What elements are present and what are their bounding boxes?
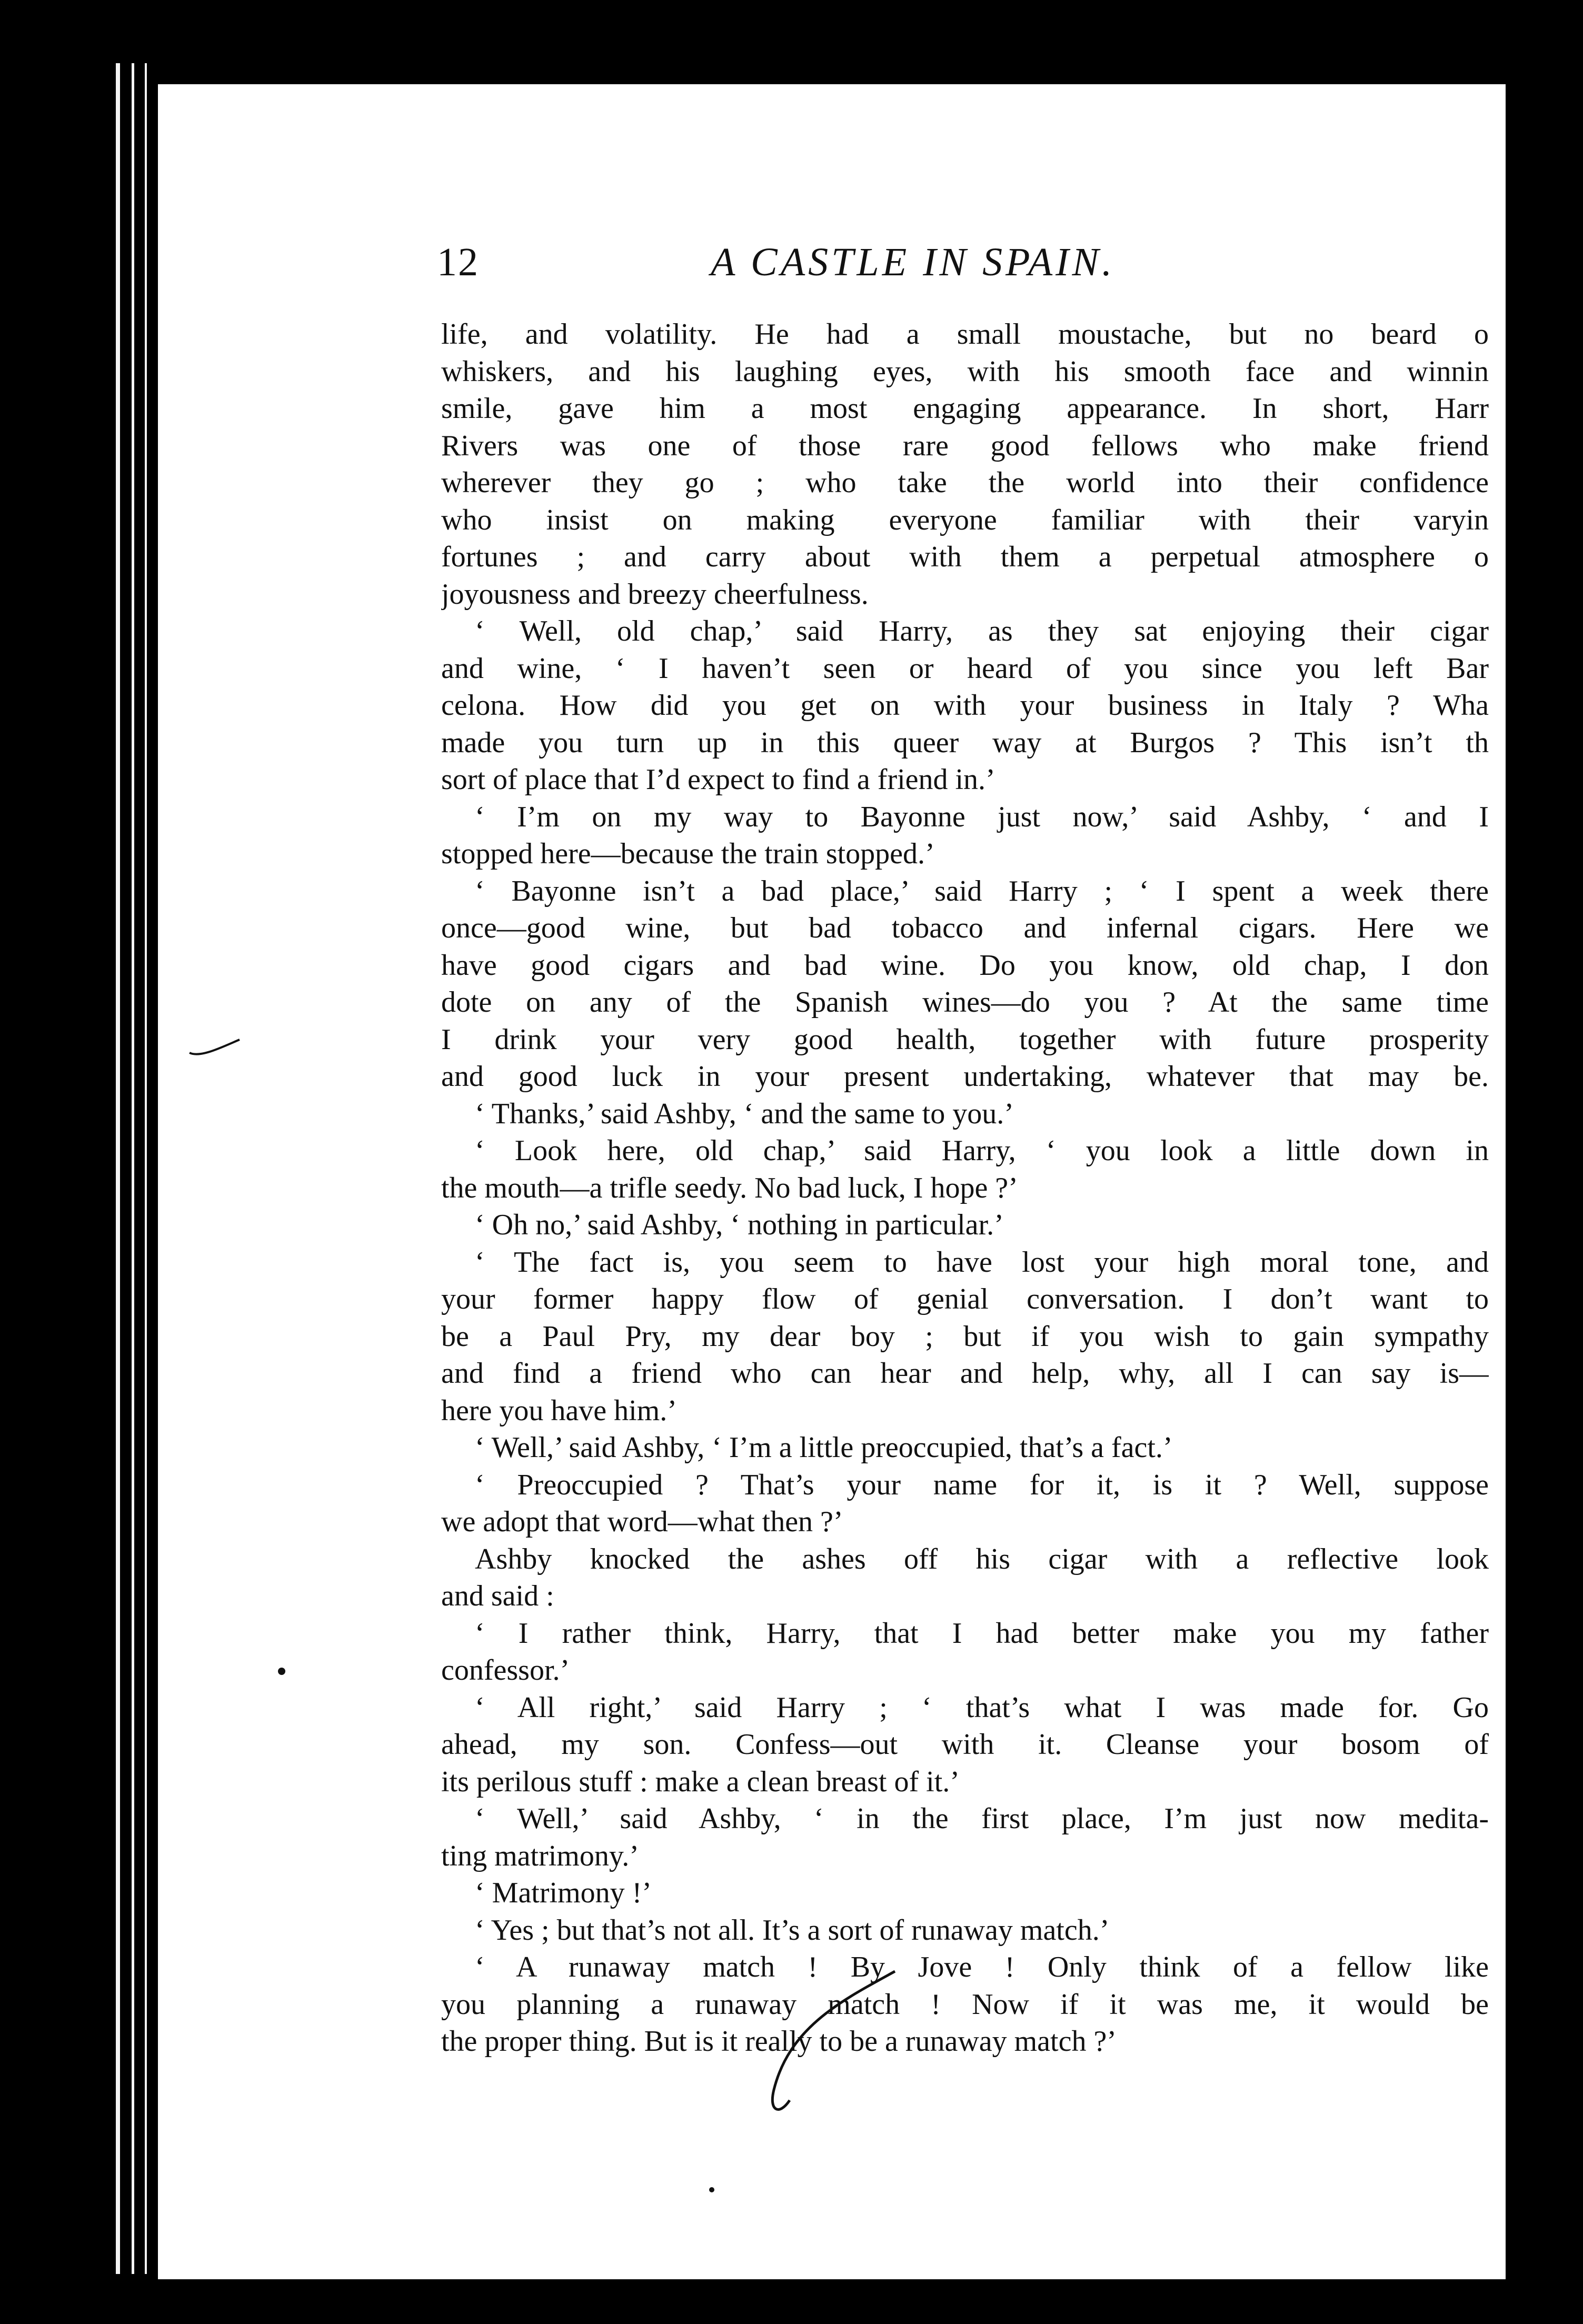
text-line: ting matrimony.’ <box>441 1839 639 1872</box>
text-line: dote on any of the Spanish wines—do you ? At the same time <box>441 986 1489 1019</box>
text-line: whiskers, and his laughing eyes, with his smooth face and winnin <box>441 355 1489 388</box>
text-line: ‘ I’m on my way to Bayonne just now,’ said Ashby, ‘ and I <box>475 800 1489 833</box>
text-line: joyousness and breezy cheerfulness. <box>441 577 869 611</box>
text-line: ‘ Look here, old chap,’ said Harry, ‘ you look a little down in <box>475 1134 1489 1167</box>
text-line: ‘ The fact is, you seem to have lost your high moral tone, and <box>475 1245 1489 1279</box>
text-line: and find a friend who can hear and help, why, all I can say is— <box>441 1357 1489 1390</box>
text-line: stopped here—because the train stopped.’ <box>441 837 935 870</box>
text-line: ahead, my son. Confess—out with it. Cleanse your bosom of <box>441 1728 1489 1761</box>
text-line: the proper thing. But is it really to be a runaway match ?’ <box>441 2025 1117 2058</box>
text-line: and wine, ‘ I haven’t seen or heard of you since you left Bar <box>441 652 1489 685</box>
text-line: here you have him.’ <box>441 1394 677 1427</box>
text-line: wherever they go ; who take the world into their confidence <box>441 466 1489 499</box>
text-line: smile, gave him a most engaging appearance. In short, Harr <box>441 392 1489 425</box>
text-line: ‘ Bayonne isn’t a bad place,’ said Harry ; ‘ I spent a week there <box>475 874 1489 907</box>
running-title: A CASTLE IN SPAIN. <box>711 240 1116 284</box>
text-line: celona. How did you get on with your business in Italy ? Wha <box>441 689 1489 722</box>
text-line: I drink your very good health, together with future prosperity <box>441 1023 1489 1056</box>
text-line: who insist on making everyone familiar with their varyin <box>441 503 1489 536</box>
text-line: ‘ Well,’ said Ashby, ‘ in the first place, I’m just now medita- <box>475 1802 1489 1835</box>
text-line: confessor.’ <box>441 1654 570 1687</box>
text-line: its perilous stuff : make a clean breast of it.’ <box>441 1765 960 1798</box>
text-line: ‘ Well, old chap,’ said Harry, as they sat enjoying their cigar <box>475 615 1489 647</box>
text-line: and said : <box>441 1580 554 1612</box>
text-line: sort of place that I’d expect to find a friend in.’ <box>441 763 995 796</box>
text-line: once—good wine, but bad tobacco and infernal cigars. Here we <box>441 912 1489 944</box>
text-line: have good cigars and bad wine. Do you know, old chap, I don <box>441 949 1489 982</box>
text-line: we adopt that word—what then ?’ <box>441 1505 843 1538</box>
text-line: Ashby knocked the ashes off his cigar with a reflective look <box>475 1542 1489 1575</box>
text-line: ‘ Thanks,’ said Ashby, ‘ and the same to you.’ <box>475 1097 1014 1130</box>
text-line: fortunes ; and carry about with them a perpetual atmosphere o <box>441 541 1489 573</box>
text-line: the mouth—a trifle seedy. No bad luck, I hope ?’ <box>441 1171 1018 1204</box>
text-line: ‘ I rather think, Harry, that I had better make you my father <box>475 1617 1489 1650</box>
text-line: ‘ All right,’ said Harry ; ‘ that’s what I was made for. Go <box>475 1691 1489 1724</box>
text-line: ‘ A runaway match ! By Jove ! Only think of a fellow like <box>475 1951 1489 1983</box>
text-line: and good luck in your present undertaking, whatever that may be. <box>441 1060 1489 1093</box>
text-line: your former happy flow of genial conversation. I don’t want to <box>441 1283 1489 1315</box>
text-line: ‘ Oh no,’ said Ashby, ‘ nothing in particular.’ <box>475 1209 1004 1241</box>
text-line: life, and volatility. He had a small moustache, but no beard o <box>441 318 1489 351</box>
text-line: you planning a runaway match ! Now if it was me, it would be <box>441 1988 1489 2021</box>
text-line: ‘ Yes ; but that’s not all. It’s a sort of runaway match.’ <box>475 1913 1110 1947</box>
text-line: ‘ Well,’ said Ashby, ‘ I’m a little preoccupied, that’s a fact.’ <box>475 1431 1173 1464</box>
text-line: ‘ Matrimony !’ <box>475 1877 652 1909</box>
text-line: be a Paul Pry, my dear boy ; but if you wish to gain sympathy <box>441 1320 1489 1353</box>
text-line: ‘ Preoccupied ? That’s your name for it, is it ? Well, suppose <box>475 1468 1489 1501</box>
text-line: made you turn up in this queer way at Burgos ? This isn’t th <box>441 726 1489 759</box>
text-line: Rivers was one of those rare good fellows who make friend <box>441 429 1489 462</box>
page-number: 12 <box>437 240 479 284</box>
